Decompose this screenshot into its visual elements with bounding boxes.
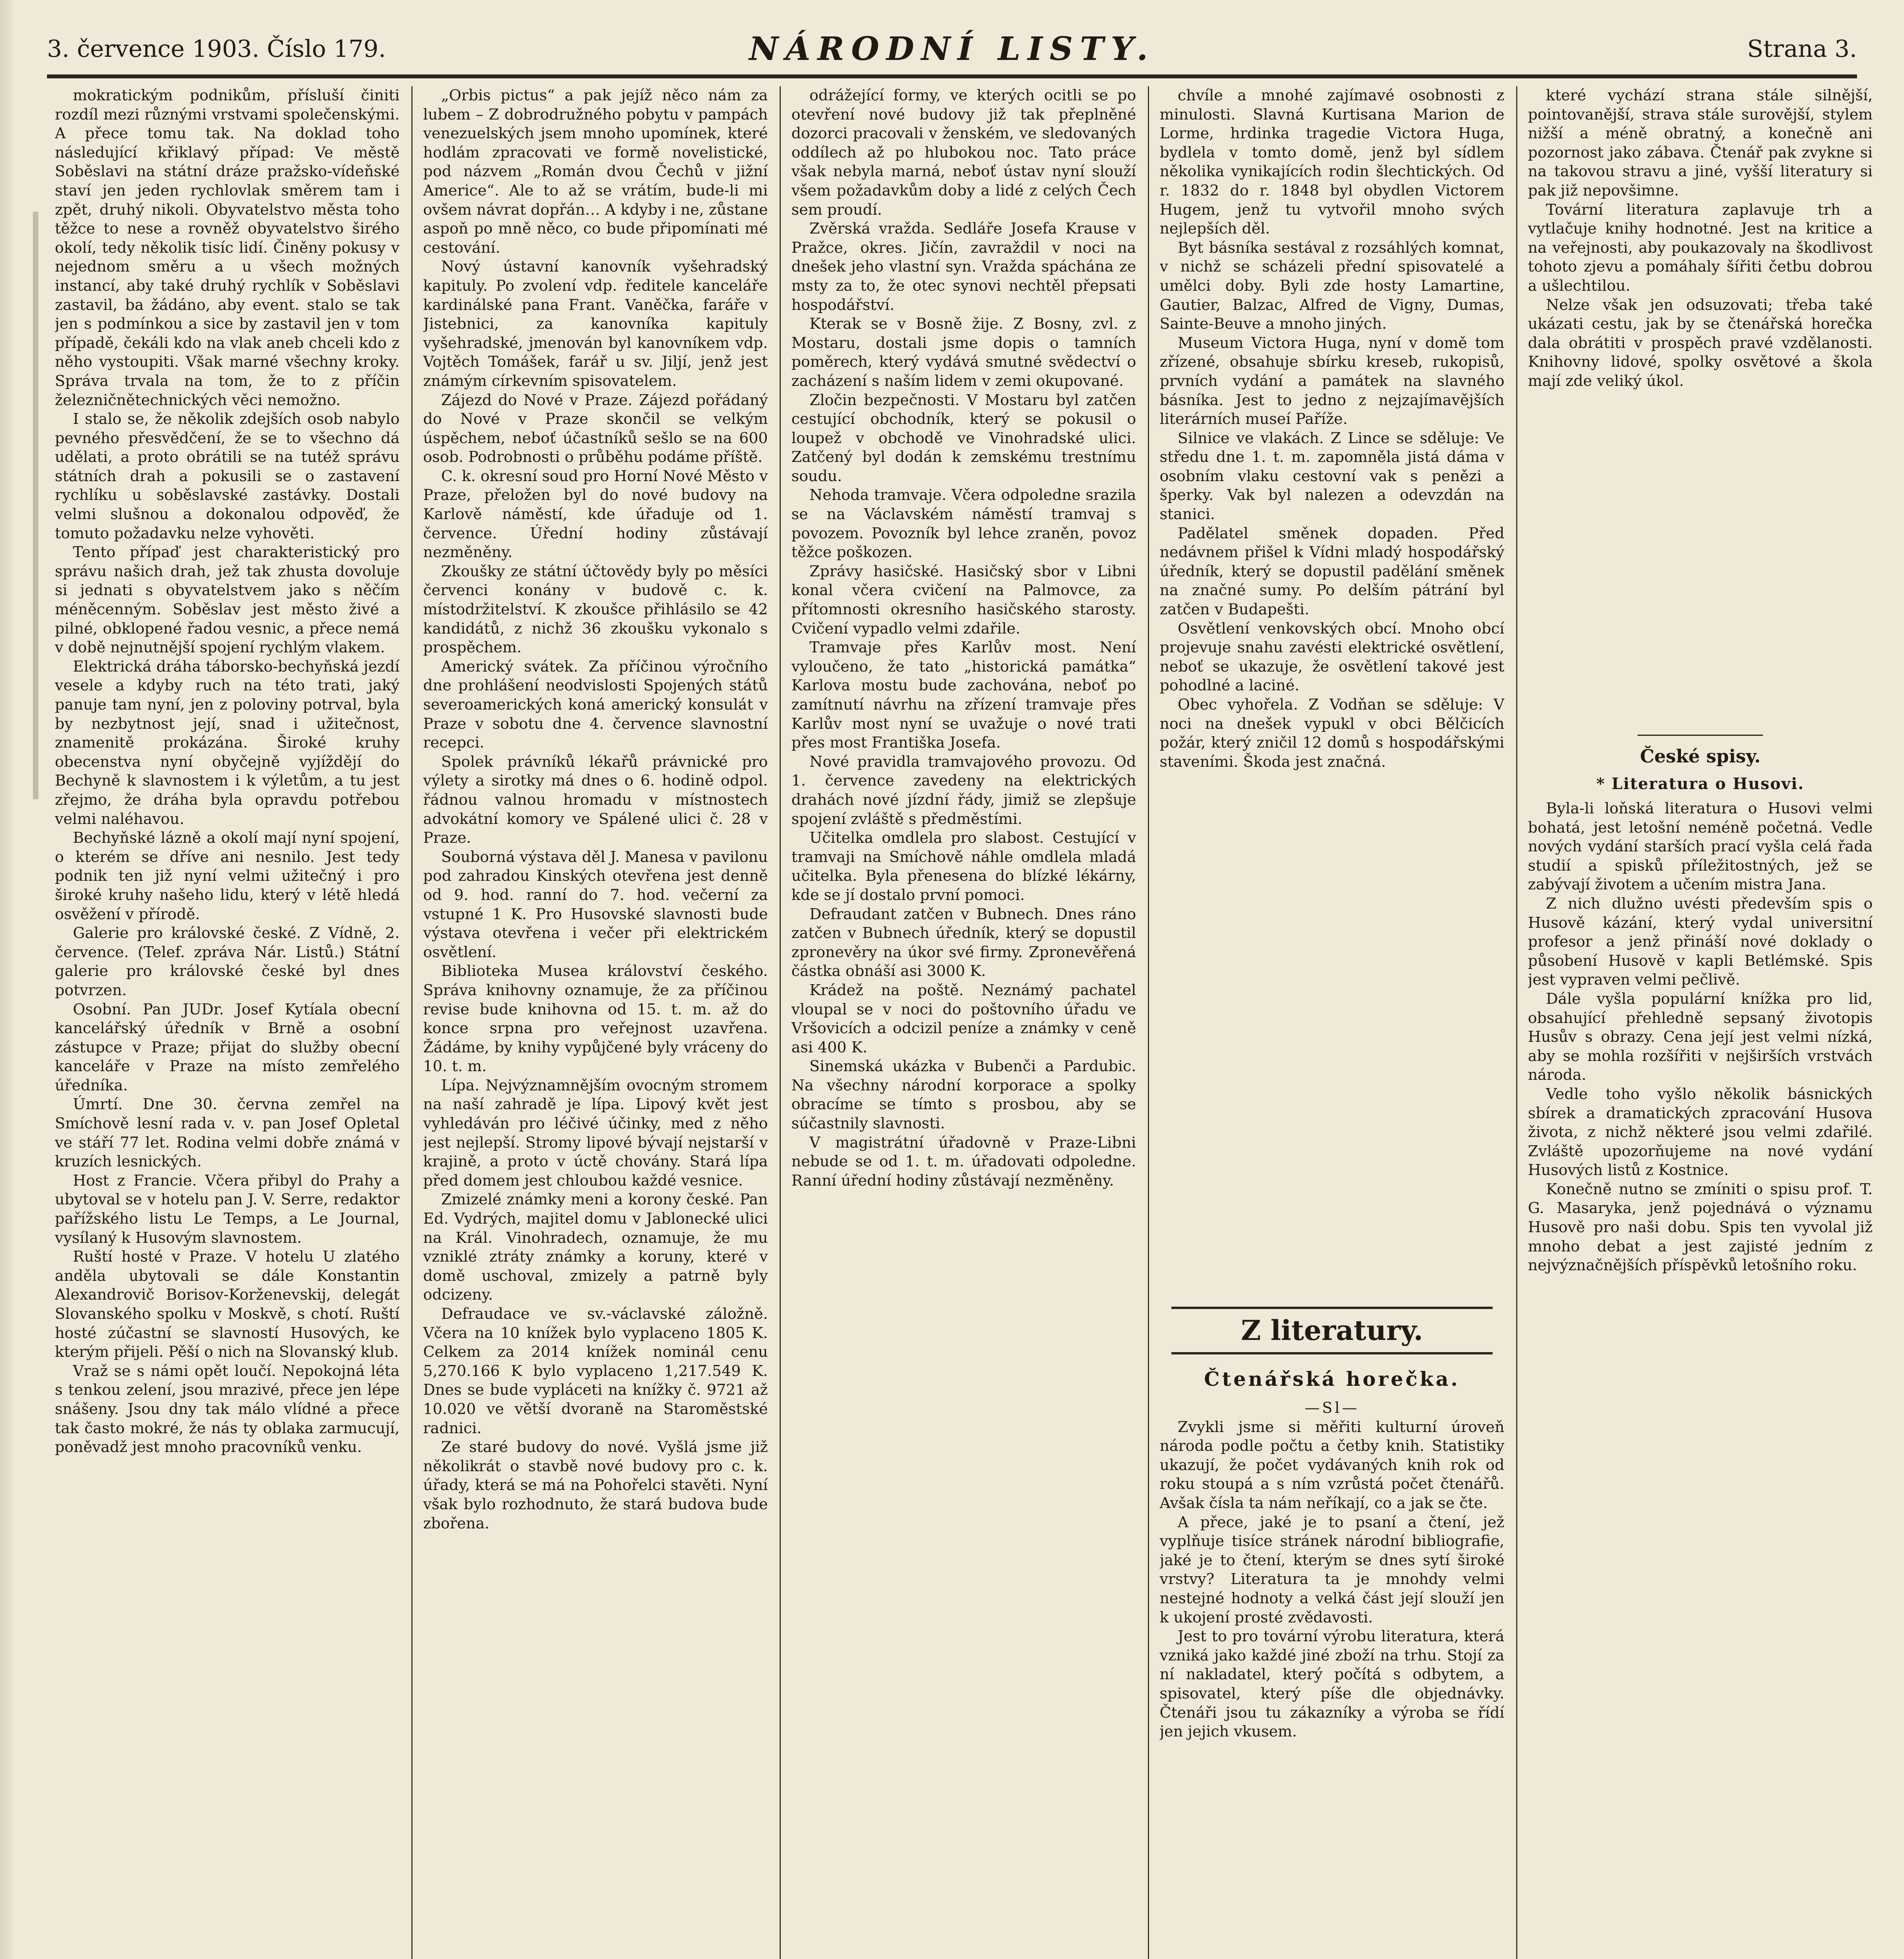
news-paragraph: Elektrická dráha táborsko-bechyňská jezdí vesele a kdyby ruch na této trati, jaký panuje tam nyní, jen z poloviny potrval, byla by nezbytnost její, snad i užitečnost, znamenitě prokázána. Široké kruhy obecenstva nyní obyčejně vyjíždějí do Bechyně k slavnostem i k výletům, a tu jest zřejmo, že dráha byla opravdu potřebou velmi naléhavou.	[55, 657, 400, 828]
section-divider	[1638, 735, 1763, 736]
news-paragraph: Spolek právníků lékařů právnické pro výlety a sirotky má dnes o 6. hodině odpol. řádnou valnou hromadu v místnostech advokátní komory ve Spálené ulici č. 28 v Praze.	[423, 753, 768, 847]
news-paragraph: Úmrtí. Dne 30. června zemřel na Smíchově lesní rada v. v. pan Josef Opletal ve stáří 77 let. Rodina velmi dobře známá v kruzích lesnických.	[55, 1095, 400, 1171]
news-paragraph: mokratickým podnikům, přísluší činiti rozdíl mezi různými vrstvami společenskými. A přece tomu tak. Na doklad toho následující křiklavý případ: Ve městě Soběslavi na státní dráze pražsko-vídeňské staví jen jeden rychlovlak směrem tam i zpět, druhý nikoli. Obyvatelstvo města toho těžce to nese a rovněž obyvatelstvo širého okolí, tedy několik tisíc lidí. Činěny pokusy v nejednom směru a u všech možných instancí, aby také druhý rychlík v Soběslavi zastavil, ba žádáno, aby event. stalo se tak jen s podmínkou a sice by zastavil jen v tom případě, čekáli kdo na vlak aneb chceli kdo z něho vystoupiti. Však marné všechny kroky. Správa trvala na tom, že to z příčin železničnětechnických věci nemožno.	[55, 87, 400, 409]
news-paragraph: Souborná výstava děl J. Manesa v pavilonu pod zahradou Kinských otevřena jest denně od 9. hod. ranní do 7. hod. večerní za vstupné 1 K. Pro Husovské slavnosti bude výstava otevřena i večer při elektrickém osvětlení.	[423, 848, 768, 961]
news-paragraph: chvíle a mnohé zajímavé osobnosti z minulosti. Slavná Kurtisana Marion de Lorme, hrdinka tragedie Victora Huga, bydlela v tomto domě, jenž byl sídlem několika vynikajících rodin šlechtických. Od r. 1832 do r. 1848 byl obydlen Victorem Hugem, jenž tu vytvořil mnoho svých nejlepších děl.	[1160, 87, 1504, 238]
news-paragraph: Defraudace ve sv.-václavské záložně. Včera na 10 knížek bylo vyplaceno 1805 K. Celkem za 2014 knížek nominál cenu 5,270.166 K bylo vyplaceno 1,217.549 K. Dnes se bude vypláceti na knížky č. 9721 až 10.020 ve větší dvoraně na Staroměstské radnici.	[423, 1305, 768, 1437]
column-rule	[411, 86, 413, 1959]
news-paragraph: Bechyňské lázně a okolí mají nyní spojení, o kterém se dříve ani nesnilo. Jest tedy podnik ten již nyní velmi užitečný i pro široké kruhy našeho lidu, který v létě hledá osvěžení v přírodě.	[55, 829, 400, 923]
news-paragraph: Museum Victora Huga, nyní v domě tom zřízené, obsahuje sbírku kreseb, rukopisů, prvních vydání a památek na slavného básníka. Jest to jedno z nejzajímavějších literárních museí Paříže.	[1160, 334, 1504, 428]
news-paragraph: Zmizelé známky meni a korony české. Pan Ed. Vydrých, majitel domu v Jablonecké ulici na Král. Vinohradech, oznamuje, že mu vzniklé ztráty známky a koruny, které v domě uschoval, zmizely a patrně byly odcizeny.	[423, 1191, 768, 1304]
news-paragraph: Galerie pro královské české. Z Vídně, 2. července. (Telef. zpráva Nár. Listů.) Státní galerie pro královské české byl dnes potvrzen.	[55, 924, 400, 999]
column-5-item	[1528, 799, 1873, 1959]
column-rule	[1516, 86, 1517, 1959]
article-author: —Sl—	[1305, 1399, 1359, 1417]
news-paragraph: Zájezd do Nové v Praze. Zájezd pořádaný do Nové v Praze skončil se velkým úspěchem, neboť účastníků sešlo se na 600 osob. Podrobnosti o průběhu podáme příště.	[423, 391, 768, 466]
item-paragraph: Z nich dlužno uvésti především spis o Husově kázání, který vydal universitní profesor a jenž přináší nové doklady o působení Husově v kapli Betlémské. Spis jest vypraven velmi pečlivě.	[1528, 894, 1873, 989]
column-2	[423, 86, 768, 1959]
page-number: Strana 3.	[1747, 35, 1857, 63]
news-paragraph: Nehoda tramvaje. Včera odpoledne srazila se na Václavském náměstí tramvaj s povozem. Povozník byl lehce zraněn, povoz těžce poškozen.	[791, 486, 1136, 561]
news-paragraph: Tovární literatura zaplavuje trh a vytlačuje knihy hodnotné. Jest na kritice a na veřejnosti, aby poukazovaly na škodlivost tohoto zjevu a pomáhaly šířiti četbu dobrou a ušlechtilou.	[1528, 201, 1873, 295]
news-paragraph: Biblioteka Musea království českého. Správa knihovny oznamuje, že za příčinou revise bude knihovna od 15. t. m. až do konce srpna pro veřejnost uzavřena. Žádáme, by knihy vypůjčené byly vráceny do 10. t. m.	[423, 962, 768, 1075]
section-title-czech-writings: České spisy.	[1640, 746, 1761, 767]
news-paragraph: odrážející formy, ve kterých ocitli se po otevření nové budovy již tak přeplněné dozorci pracovali v ženském, ve sledovaných oddílech až po hlubokou noc. Tato práce však nebyla marná, neboť ústav nyní slouží všem požadavkům doby a lidé z celých Čech sem proudí.	[791, 87, 1136, 219]
article-title: Čtenářská horečka.	[1204, 1367, 1460, 1390]
news-paragraph: C. k. okresní soud pro Horní Nové Město v Praze, přeložen byl do nové budovy na Karlově náměstí, kde úřaduje od 1. července. Úřední hodiny zůstávají nezměněny.	[423, 467, 768, 561]
news-paragraph: Nový ústavní kanovník vyšehradský kapituly. Po zvolení vdp. ředitele kanceláře kardinálské pana Frant. Vaněčka, faráře v Jistebnici, za kanovníka kapituly vyšehradské, jmenován byl kanovníkem vdp. Vojtěch Tomášek, farář u sv. Jiljí, jenž jest známým církevním spisovatelem.	[423, 258, 768, 390]
item-paragraph: Byla-li loňská literatura o Husovi velmi bohatá, jest letošní neméně početná. Vedle nových vydání starších prací vyšla celá řada studií a spisků příležitostných, jež se zabývají životem a učením mistra Jana.	[1528, 800, 1873, 894]
news-paragraph: Defraudant zatčen v Bubnech. Dnes ráno zatčen v Bubnech úředník, který se dopustil zpronevěry na úkor své firmy. Zpronevěřená částka obnáší asi 3000 K.	[791, 905, 1136, 980]
column-3	[791, 86, 1136, 1959]
news-paragraph: Nelze však jen odsuzovati; třeba také ukázati cestu, jak by se čtenářská horečka dala obrátiti v prospěch pravé vzdělanosti. Knihovny lidové, spolky osvětové a škola mají zde veliký úkol.	[1528, 296, 1873, 390]
news-paragraph: Zkoušky ze státní účtovědy byly po měsíci červenci konány v budově c. k. místodržitelství. K zkoušce přihlásilo se 42 kandidátů, z nichž 36 zkoušku vykonalo s prospěchem.	[423, 562, 768, 657]
news-paragraph: Lípa. Nejvýznamnějším ovocným stromem na naší zahradě je lípa. Lipový květ jest vyhledáván pro léčivé účinky, med z něho jest nejlepší. Stromy lipové bývají nejstarší v krajině, a proto v úctě chovány. Stará lípa před domem jest chloubou každé vesnice.	[423, 1076, 768, 1190]
column-5-top	[1528, 86, 1873, 729]
news-paragraph: Osobní. Pan JUDr. Josef Kytíala obecní kancelářský úředník v Brně a osobní zástupce v Praze; přijat do služby obecní kanceláře v Praze na místo zemřelého úředníka.	[55, 1000, 400, 1094]
column-1	[55, 86, 400, 1959]
article-paragraph: A přece, jaké je to psaní a čtení, jež vyplňuje tisíce stránek národní bibliografie, jaké je to čtení, kterým se dnes sytí široké vrstvy? Literatura ta je mnohdy velmi nestejné hodnoty a velká část její slouží jen k ukojení prosté zvědavosti.	[1160, 1513, 1504, 1626]
news-paragraph: které vychází strana stále silnější, pointovanější, strava stále surovější, stylem nižší a méně obratný, a konečně ani pozornost jako zábava. Čtenář pak zvykne si na takovou stravu a jiné, vyšší literatury si pak již nepovšimne.	[1528, 87, 1873, 199]
news-paragraph: Vraž se s námi opět loučí. Nepokojná léta s tenkou zelení, jsou mrazivé, přece jen lépe snášeny. Jsou dny tak málo vlídné a přece tak často mokré, že nás ty oblaka zarmucují, poněvadž jest mnoho pracovníků venku.	[55, 1362, 400, 1456]
news-paragraph: V magistrátní úřadovně v Praze-Libni nebude se od 1. t. m. úřadovati odpoledne. Ranní úřední hodiny zůstávají nezměněny.	[791, 1133, 1136, 1190]
column-rule	[1148, 86, 1149, 1959]
news-paragraph: Americký svátek. Za příčinou výročního dne prohlášení neodvislosti Spojených států severoamerických koná americký konsulát v Praze v sobotu dne 4. července slavnostní recepci.	[423, 657, 768, 752]
news-paragraph: Osvětlení venkovských obcí. Mnoho obcí projevuje snahu zavésti elektrické osvětlení, neboť se ukazuje, že osvětlení takové jest pohodlné a laciné.	[1160, 619, 1504, 695]
news-paragraph: Zprávy hasičské. Hasičský sbor v Libni konal včera cvičení na Palmovce, za přítomnosti okresního hasičského starosty. Cvičení vypadlo velmi zdařile.	[791, 562, 1136, 637]
item-paragraph: Dále vyšla populární knížka pro lid, obsahující přehledně sepsaný životopis Husův s obrazy. Cena její jest velmi nízká, aby se mohla rozšířiti v nejširších vrstvách národa.	[1528, 990, 1873, 1084]
column-4-article	[1160, 1399, 1504, 1959]
news-paragraph: Učitelka omdlela pro slabost. Cestující v tramvaji na Smíchově náhle omdlela mladá učitelka. Byla přenesena do blízké lékárny, kde se jí dostalo první pomoci.	[791, 829, 1136, 904]
news-paragraph: Krádež na poště. Neznámý pachatel vloupal se v noci do poštovního úřadu ve Vršovicích a odcizil peníze a známky v ceně asi 400 K.	[791, 981, 1136, 1056]
news-paragraph: Nové pravidla tramvajového provozu. Od 1. července zavedeny na elektrických drahách nové jízdní řády, jimiž se zlepšuje spojení zvláště s předměstími.	[791, 753, 1136, 828]
column-rule	[780, 86, 781, 1959]
newspaper-title: NÁRODNÍ LISTY.	[749, 30, 1155, 68]
news-paragraph: Ruští hosté v Praze. V hotelu U zlatého anděla ubytovali se dále Konstantin Alexandrovič Borisov-Korženevskij, delegát Slovanského spolku v Moskvě, s chotí. Ruští hosté zúčastní se slavností Husových, ke kterým přijeli. Pěší o nich na Slovanský klub.	[55, 1248, 400, 1361]
item-title-hus-literature: * Literatura o Husovi.	[1596, 775, 1804, 793]
library-stamp-mark	[31, 212, 40, 799]
news-paragraph: Obec vyhořela. Z Vodňan se sděluje: V noci na dnešek vypukl v obci Bělčicích požár, který zničil 12 domů s hospodářskými staveními. Škoda jest značná.	[1160, 696, 1504, 771]
news-paragraph: Silnice ve vlakách. Z Lince se sděluje: Ve středu dne 1. t. m. zapomněla jistá dáma v osobním vlaku cestovní vak s penězi a šperky. Vak byl nalezen a odevzdán na stanici.	[1160, 429, 1504, 523]
news-paragraph: „Orbis pictus“ a pak jejíž něco nám za lubem – Z dobrodružného pobytu v pampách venezuelských jsem mnoho upomínek, které hodlám zpracovati ve formě novelistické, pod názvem „Román dvou Čechů v jižní Americe“. Ale to až se vrátím, bude-li mi ovšem návrat dopřán… A kdyby i ne, zůstane aspoň po mně něco, co bude připomínati mé cestování.	[423, 87, 768, 257]
news-paragraph: Tramvaje přes Karlův most. Není vyloučeno, že tato „historická památka“ Karlova mostu bude zachována, neboť po zamítnutí návrhu na zřízení tramvaje přes Karlův most nyní se uvažuje o nové trati přes most Františka Josefa.	[791, 639, 1136, 752]
section-title-literature: Z literatury.	[1171, 1307, 1493, 1354]
item-paragraph: Konečně nutno se zmíniti o spisu prof. T. G. Masaryka, jenž pojednává o významu Husově pro naši dobu. Spis ten vyvolal již mnoho debat a jest zajisté jedním z nejvýznačnějších příspěvků letošního roku.	[1528, 1180, 1873, 1275]
news-paragraph: Ze staré budovy do nové. Vyšlá jsme již několikrát o stavbě nové budovy pro c. k. úřady, která se má na Pohořelci stavěti. Nyní však bylo rozhodnuto, že stará budova bude zbořena.	[423, 1438, 768, 1532]
issue-date: 3. července 1903. Číslo 179.	[47, 35, 386, 63]
news-paragraph: Host z Francie. Včera přibyl do Prahy a ubytoval se v hotelu pan J. V. Serre, redaktor pařížského listu Le Temps, a Le Journal, vysílaný k Husovým slavnostem.	[55, 1171, 400, 1247]
masthead-rule	[47, 74, 1857, 78]
masthead	[47, 25, 1857, 72]
article-paragraph: Jest to pro tovární výrobu literatura, která vzniká jako každé jiné zboží na trhu. Stojí za ní nakladatel, který počítá s odbytem, a spisovatel, který píše dle objednávky. Čtenáři jsou tu zákazníky a výroba se řídí jen jejich vkusem.	[1160, 1628, 1504, 1741]
news-paragraph: Zvěrská vražda. Sedláře Josefa Krause v Pražce, okres. Jičín, zavraždil v noci na dnešek jeho vlastní syn. Vražda spáchána ze msty za to, že otec synovi nechtěl přepsati hospodářství.	[791, 220, 1136, 314]
news-paragraph: Tento přípaď jest charakteristický pro správu našich drah, jež tak zhusta dovoluje si jednati s obyvatelstvem jako s něčím méněcenným. Soběslav jest město živé a pilné, obklopené řadou vesnic, a přece nemá v době nejnutnější spojení rychlým vlakem.	[55, 543, 400, 657]
item-paragraph: Vedle toho vyšlo několik básnických sbírek a dramatických zpracování Husova života, z nichž některé jsou velmi zdařilé. Zvláště upozorňujeme na nové vydání Husových listů z Kostnice.	[1528, 1085, 1873, 1179]
news-paragraph: Sinemská ukázka v Bubenči a Pardubic. Na všechny národní korporace a spolky obracíme se tímto s prosbou, aby se súčastnily slavnosti.	[791, 1057, 1136, 1133]
news-paragraph: Kterak se v Bosně žije. Z Bosny, zvl. z Mostaru, dostali jsme dopis o tamních poměrech, který vydává smutné svědectví o zacházení s naším lidem v zemi okupované.	[791, 315, 1136, 390]
news-paragraph: I stalo se, že několik zdejších osob nabylo pevného přesvědčení, že se to všechno dá udělati, a proto obrátili se na tutéž správu státních drah a pokusili se o zastavení rychlíku u soběslavské zastávky. Dostali velmi slušnou a dokonalou odpověď, že tomuto požadavku nelze vyhověti.	[55, 410, 400, 542]
news-paragraph: Byt básníka sestával z rozsáhlých komnat, v nichž se scházeli přední spisovatelé a umělci doby. Byli zde hosty Lamartine, Gautier, Balzac, Alfred de Vigny, Dumas, Sainte-Beuve a mnoho jiných.	[1160, 239, 1504, 333]
article-paragraph: Zvykli jsme si měřiti kulturní úroveň národa podle počtu a četby knih. Statistiky ukazují, že počet vydávaných knih rok od roku stoupá a s ním vzrůstá počet čtenářů. Avšak čísla ta nám neříkají, co a jak se čte.	[1160, 1418, 1504, 1512]
column-4-top	[1160, 86, 1504, 1301]
news-paragraph: Zločin bezpečnosti. V Mostaru byl zatčen cestující obchodník, který se pokusil o loupež v obchodě ve Vinohradské ulici. Zatčený byl dodán k zemskému trestnímu soudu.	[791, 391, 1136, 485]
news-paragraph: Padělatel směnek dopaden. Před nedávnem přišel k Vídni mladý hospodářský úředník, který se dopustil padělání směnek na značné sumy. Po delším pátrání byl zatčen v Budapešti.	[1160, 524, 1504, 619]
